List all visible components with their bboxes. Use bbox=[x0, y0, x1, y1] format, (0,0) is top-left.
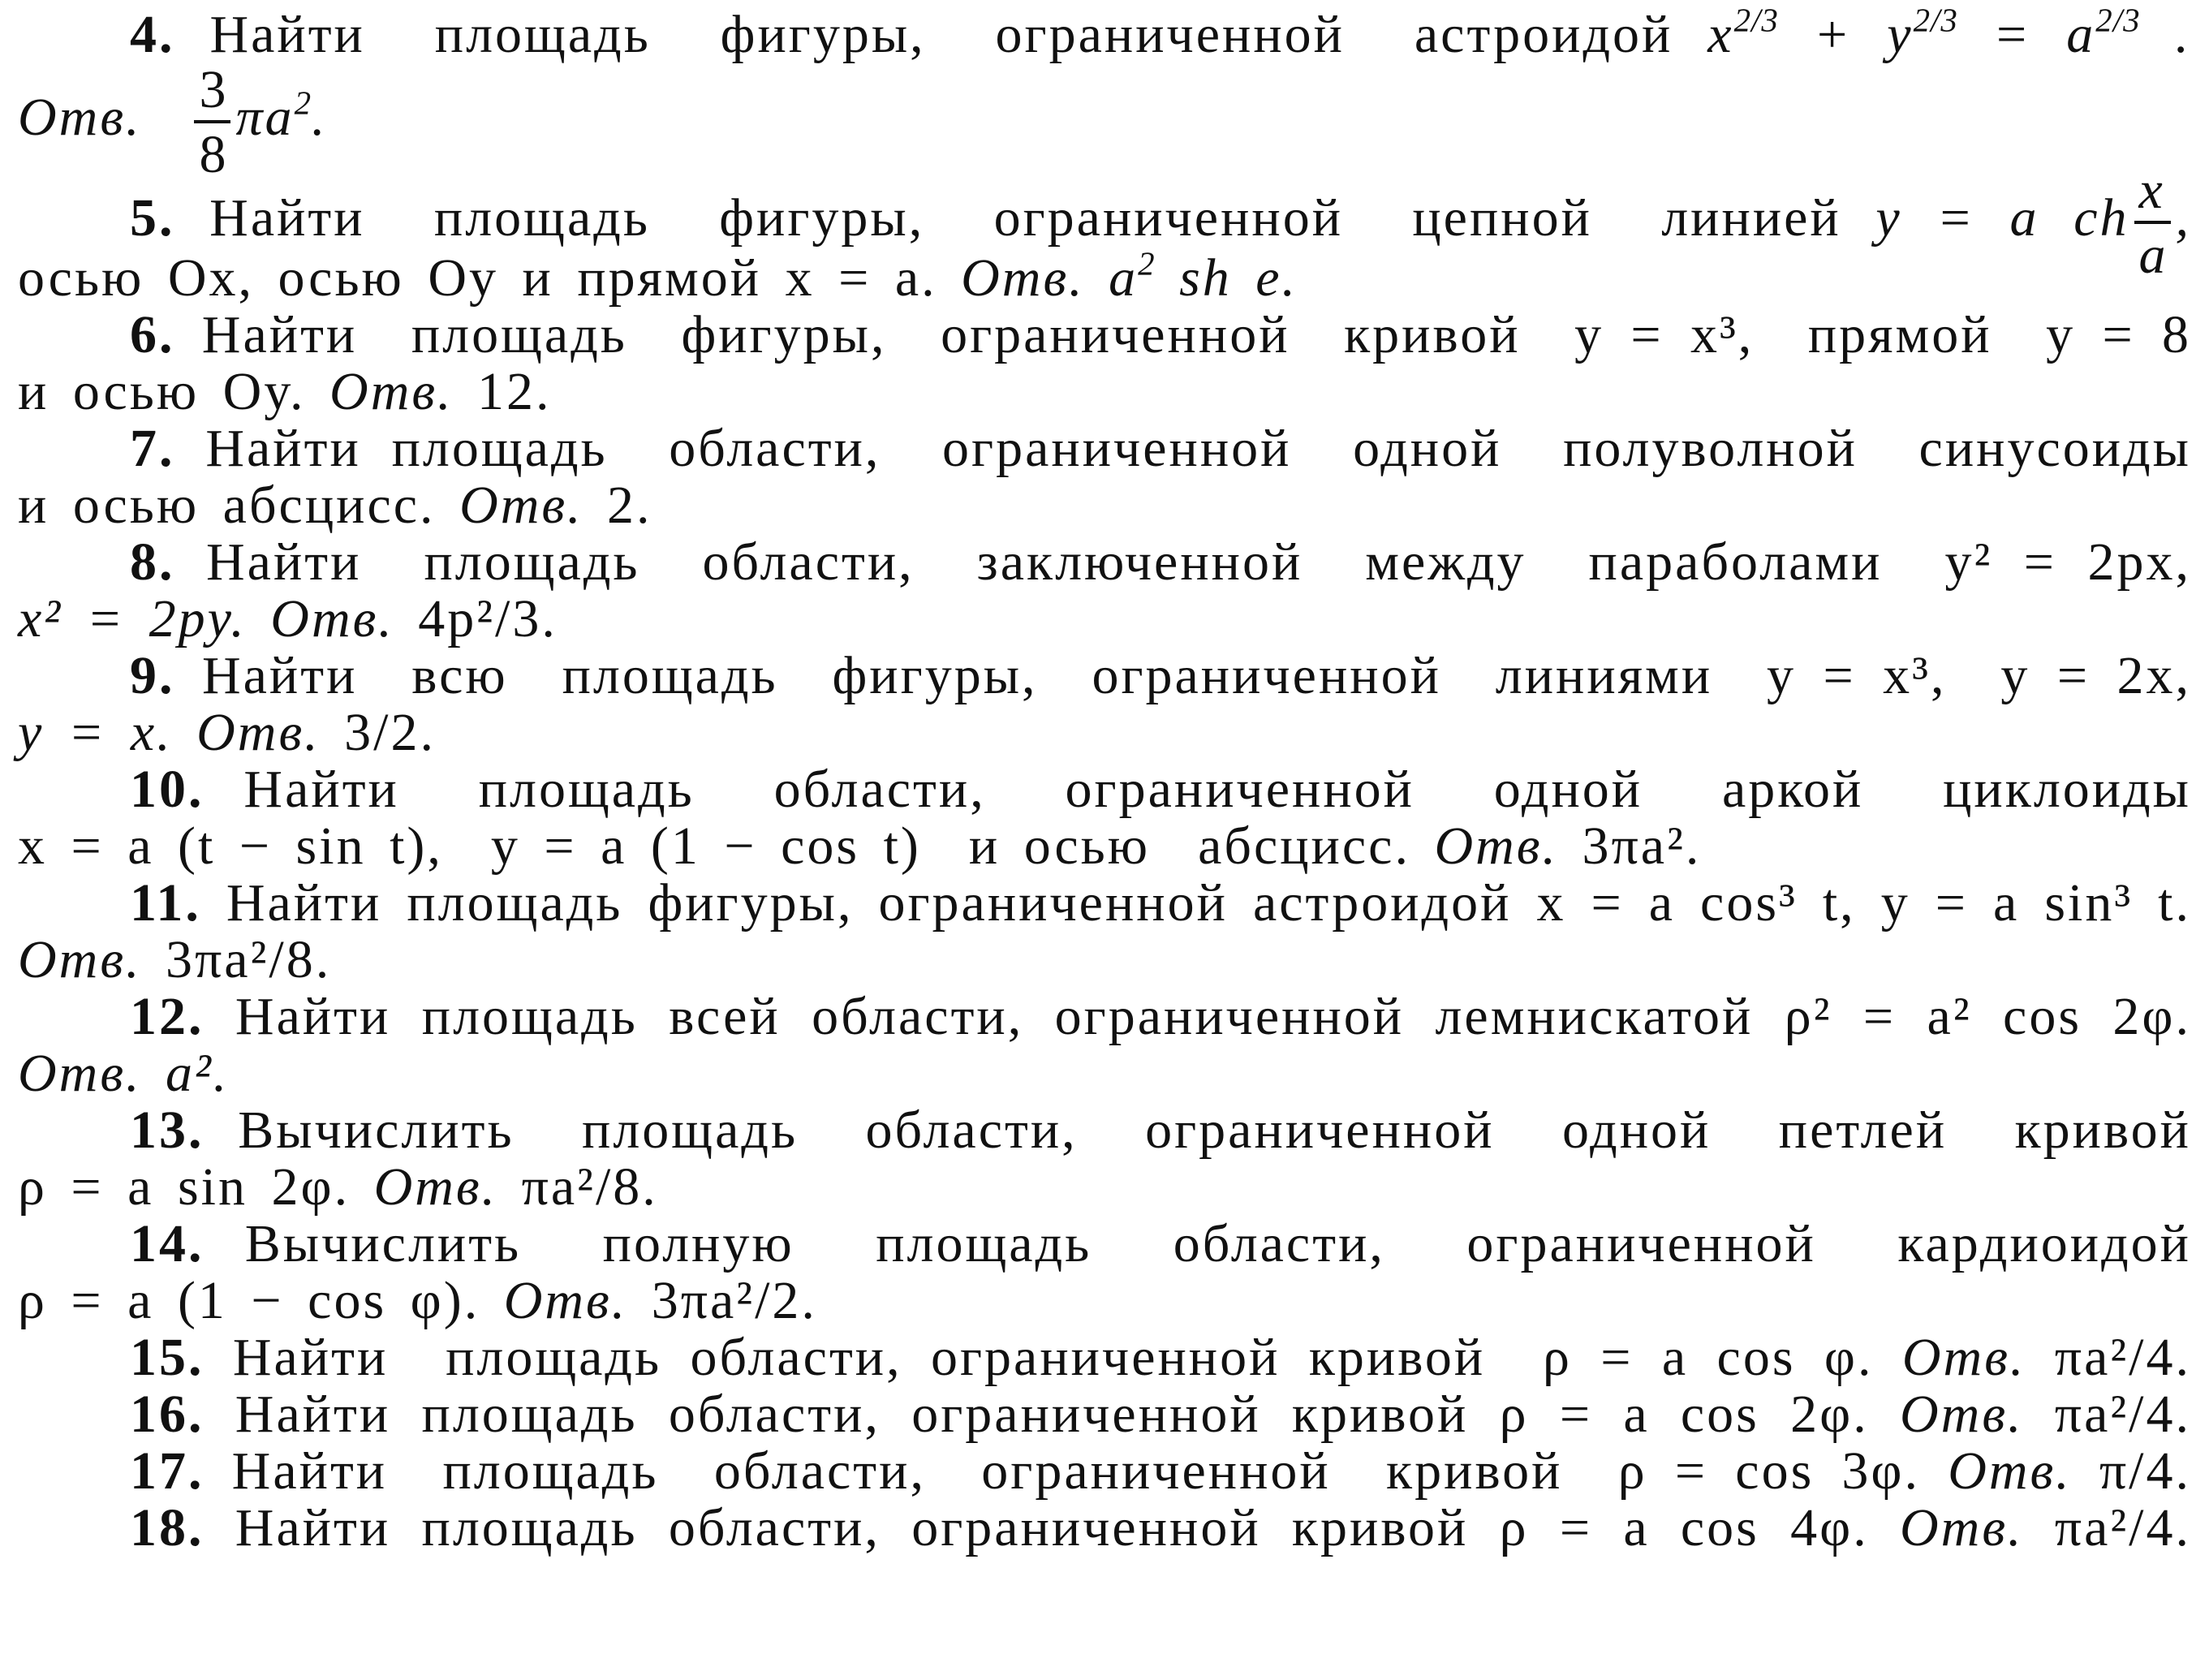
problem-14-line-2 bbox=[18, 1273, 2191, 1329]
problem-page bbox=[18, 2, 2192, 1557]
problem-text: Найти площадь области, ограниченной одной полуволной синусоиды bbox=[205, 419, 2192, 478]
answer-label: Отв. bbox=[961, 248, 1085, 308]
problem-number: 6. bbox=[130, 305, 175, 364]
answer-label: Отв. bbox=[503, 1271, 628, 1330]
answer-label: Отв. bbox=[18, 1044, 142, 1103]
answer-label: Отв. bbox=[1434, 816, 1558, 876]
problem-number: 17. bbox=[130, 1441, 205, 1501]
problem-13-line-1 bbox=[18, 1102, 2191, 1159]
problem-4-line-1 bbox=[18, 2, 2191, 64]
answer-value: a². bbox=[165, 1044, 230, 1103]
problem-text: Найти площадь области, заключенной между параболами y² = 2px, bbox=[206, 532, 2192, 592]
answer-value: πa²/4. bbox=[2054, 1385, 2192, 1444]
problem-text-continued: ρ = a (1 − cos φ). bbox=[18, 1271, 480, 1330]
problem-10-line-1 bbox=[18, 761, 2191, 818]
problem-10-line-2 bbox=[18, 818, 2191, 875]
problem-text: Найти площадь фигуры, ограниченной астроидой bbox=[209, 5, 1673, 64]
problem-text: Найти площадь области, ограниченной кривой ρ = a cos 4φ. bbox=[235, 1498, 1869, 1557]
problem-14-line-1 bbox=[18, 1216, 2191, 1273]
problem-18-line-1 bbox=[18, 1500, 2191, 1557]
problem-number: 10. bbox=[130, 760, 205, 819]
problem-text: Вычислить площадь области, ограниченной одной петлей кривой bbox=[238, 1101, 2192, 1160]
problem-number: 18. bbox=[130, 1498, 205, 1557]
fraction: $\frac{3}{8}$ bbox=[194, 63, 230, 182]
problem-number: 16. bbox=[130, 1385, 205, 1444]
problem-6-line-1 bbox=[18, 307, 2191, 364]
problem-9-line-2 bbox=[18, 704, 2191, 761]
problem-6-line-2 bbox=[18, 364, 2191, 420]
problem-number: 5. bbox=[130, 188, 175, 248]
problem-16-line-1 bbox=[18, 1386, 2191, 1443]
answer-label: Отв. bbox=[329, 362, 454, 421]
problem-text: Найти площадь области, ограниченной кривой ρ = a cos φ. bbox=[232, 1328, 1874, 1387]
problem-text: Вычислить полную площадь области, ограниченной кардиоидой bbox=[244, 1214, 2192, 1273]
answer-value: 12. bbox=[477, 362, 552, 421]
answer-value: 3/2. bbox=[344, 703, 436, 762]
problem-text-continued: ρ = a sin 2φ. bbox=[18, 1157, 351, 1217]
answer-value: π/4. bbox=[2099, 1441, 2192, 1501]
problem-8-line-2 bbox=[18, 591, 2191, 648]
problem-number: 9. bbox=[130, 646, 175, 705]
problem-text: Найти площадь фигуры, ограниченной астроидой x = a cos³ t, y = a sin³ t. bbox=[226, 873, 2191, 933]
answer-value: 3πa²/2. bbox=[651, 1271, 817, 1330]
answer-label: Отв. bbox=[18, 930, 142, 989]
problem-number: 4. bbox=[130, 5, 175, 64]
answer-value: πa²/4. bbox=[2054, 1328, 2191, 1387]
problem-text: Найти площадь фигуры, ограниченной цепной линией bbox=[209, 188, 1841, 248]
answer-value: 2. bbox=[607, 476, 652, 535]
problem-text: Найти площадь области, ограниченной одной аркой циклоиды bbox=[243, 760, 2191, 819]
math-formula: y = a ch $\frac{x}{a}$ , bbox=[1875, 161, 2191, 285]
problem-11-line-1 bbox=[18, 875, 2191, 932]
problem-text-continued: и осью Oy. bbox=[18, 362, 306, 421]
problem-text: Найти всю площадь фигуры, ограниченной линиями y = x³, y = 2x, bbox=[201, 646, 2191, 705]
problem-text-continued: x² = 2py. bbox=[18, 589, 247, 648]
problem-5-line-2 bbox=[18, 245, 2191, 308]
answer-value: 4p²/3. bbox=[418, 589, 558, 648]
answer-value: $a^2$ sh e. bbox=[1109, 245, 1298, 308]
problem-text-continued: осью Ox, осью Oy и прямой x = a. bbox=[18, 248, 937, 308]
problem-text-continued: x = a (t − sin t), y = a (1 − cos t) и осью абсцисс. bbox=[18, 816, 1410, 876]
fraction: $\frac{x}{a}$ bbox=[2134, 164, 2171, 282]
math-formula: $x^{2/3} + y^{2/3} = a^{2/3}$ . bbox=[1707, 2, 2191, 64]
answer-label: Отв. bbox=[1900, 1385, 2024, 1444]
problem-13-line-2 bbox=[18, 1159, 2191, 1216]
problem-text-continued: y = x. bbox=[18, 703, 173, 762]
problem-7-line-1 bbox=[18, 420, 2191, 477]
answer-label: Отв. bbox=[18, 88, 142, 148]
answer-value: 3πa². bbox=[1582, 816, 1702, 876]
problem-11-line-2 bbox=[18, 932, 2191, 989]
answer-label: Отв. bbox=[1901, 1328, 2026, 1387]
problem-number: 11. bbox=[130, 873, 201, 933]
problem-4-line-2 bbox=[18, 60, 2191, 184]
problem-number: 12. bbox=[130, 987, 205, 1046]
problem-text: Найти площадь фигуры, ограниченной кривой y = x³, прямой y = 8 bbox=[201, 305, 2191, 364]
problem-text-continued: и осью абсцисс. bbox=[18, 476, 436, 535]
answer-label: Отв. bbox=[459, 476, 583, 535]
answer-value: πa²/4. bbox=[2054, 1498, 2192, 1557]
problem-number: 13. bbox=[130, 1101, 205, 1160]
answer-label: Отв. bbox=[373, 1157, 498, 1217]
answer-label: Отв. bbox=[1900, 1498, 2024, 1557]
problem-12-line-1 bbox=[18, 989, 2191, 1045]
problem-9-line-1 bbox=[18, 648, 2191, 704]
problem-17-line-1 bbox=[18, 1443, 2191, 1500]
answer-value: πa²/8. bbox=[521, 1157, 658, 1217]
problem-number: 14. bbox=[130, 1214, 205, 1273]
answer-label: Отв. bbox=[196, 703, 321, 762]
problem-text: Найти площадь области, ограниченной кривой ρ = a cos 2φ. bbox=[235, 1385, 1869, 1444]
problem-text: Найти площадь области, ограниченной кривой ρ = cos 3φ. bbox=[231, 1441, 1921, 1501]
answer-label: Отв. bbox=[1948, 1441, 2072, 1501]
problem-number: 15. bbox=[130, 1328, 205, 1387]
problem-number: 7. bbox=[130, 419, 175, 478]
problem-7-line-2 bbox=[18, 477, 2191, 534]
problem-12-line-2 bbox=[18, 1045, 2191, 1102]
problem-text: Найти площадь всей области, ограниченной лемнискатой ρ² = a² cos 2φ. bbox=[235, 987, 2191, 1046]
problem-15-line-1 bbox=[18, 1329, 2191, 1386]
problem-8-line-1 bbox=[18, 534, 2191, 591]
answer-value: $\pi a^2$. bbox=[235, 84, 328, 148]
answer-value: 3πa²/8. bbox=[165, 930, 332, 989]
answer-label: Отв. bbox=[270, 589, 394, 648]
problem-number: 8. bbox=[130, 532, 175, 592]
